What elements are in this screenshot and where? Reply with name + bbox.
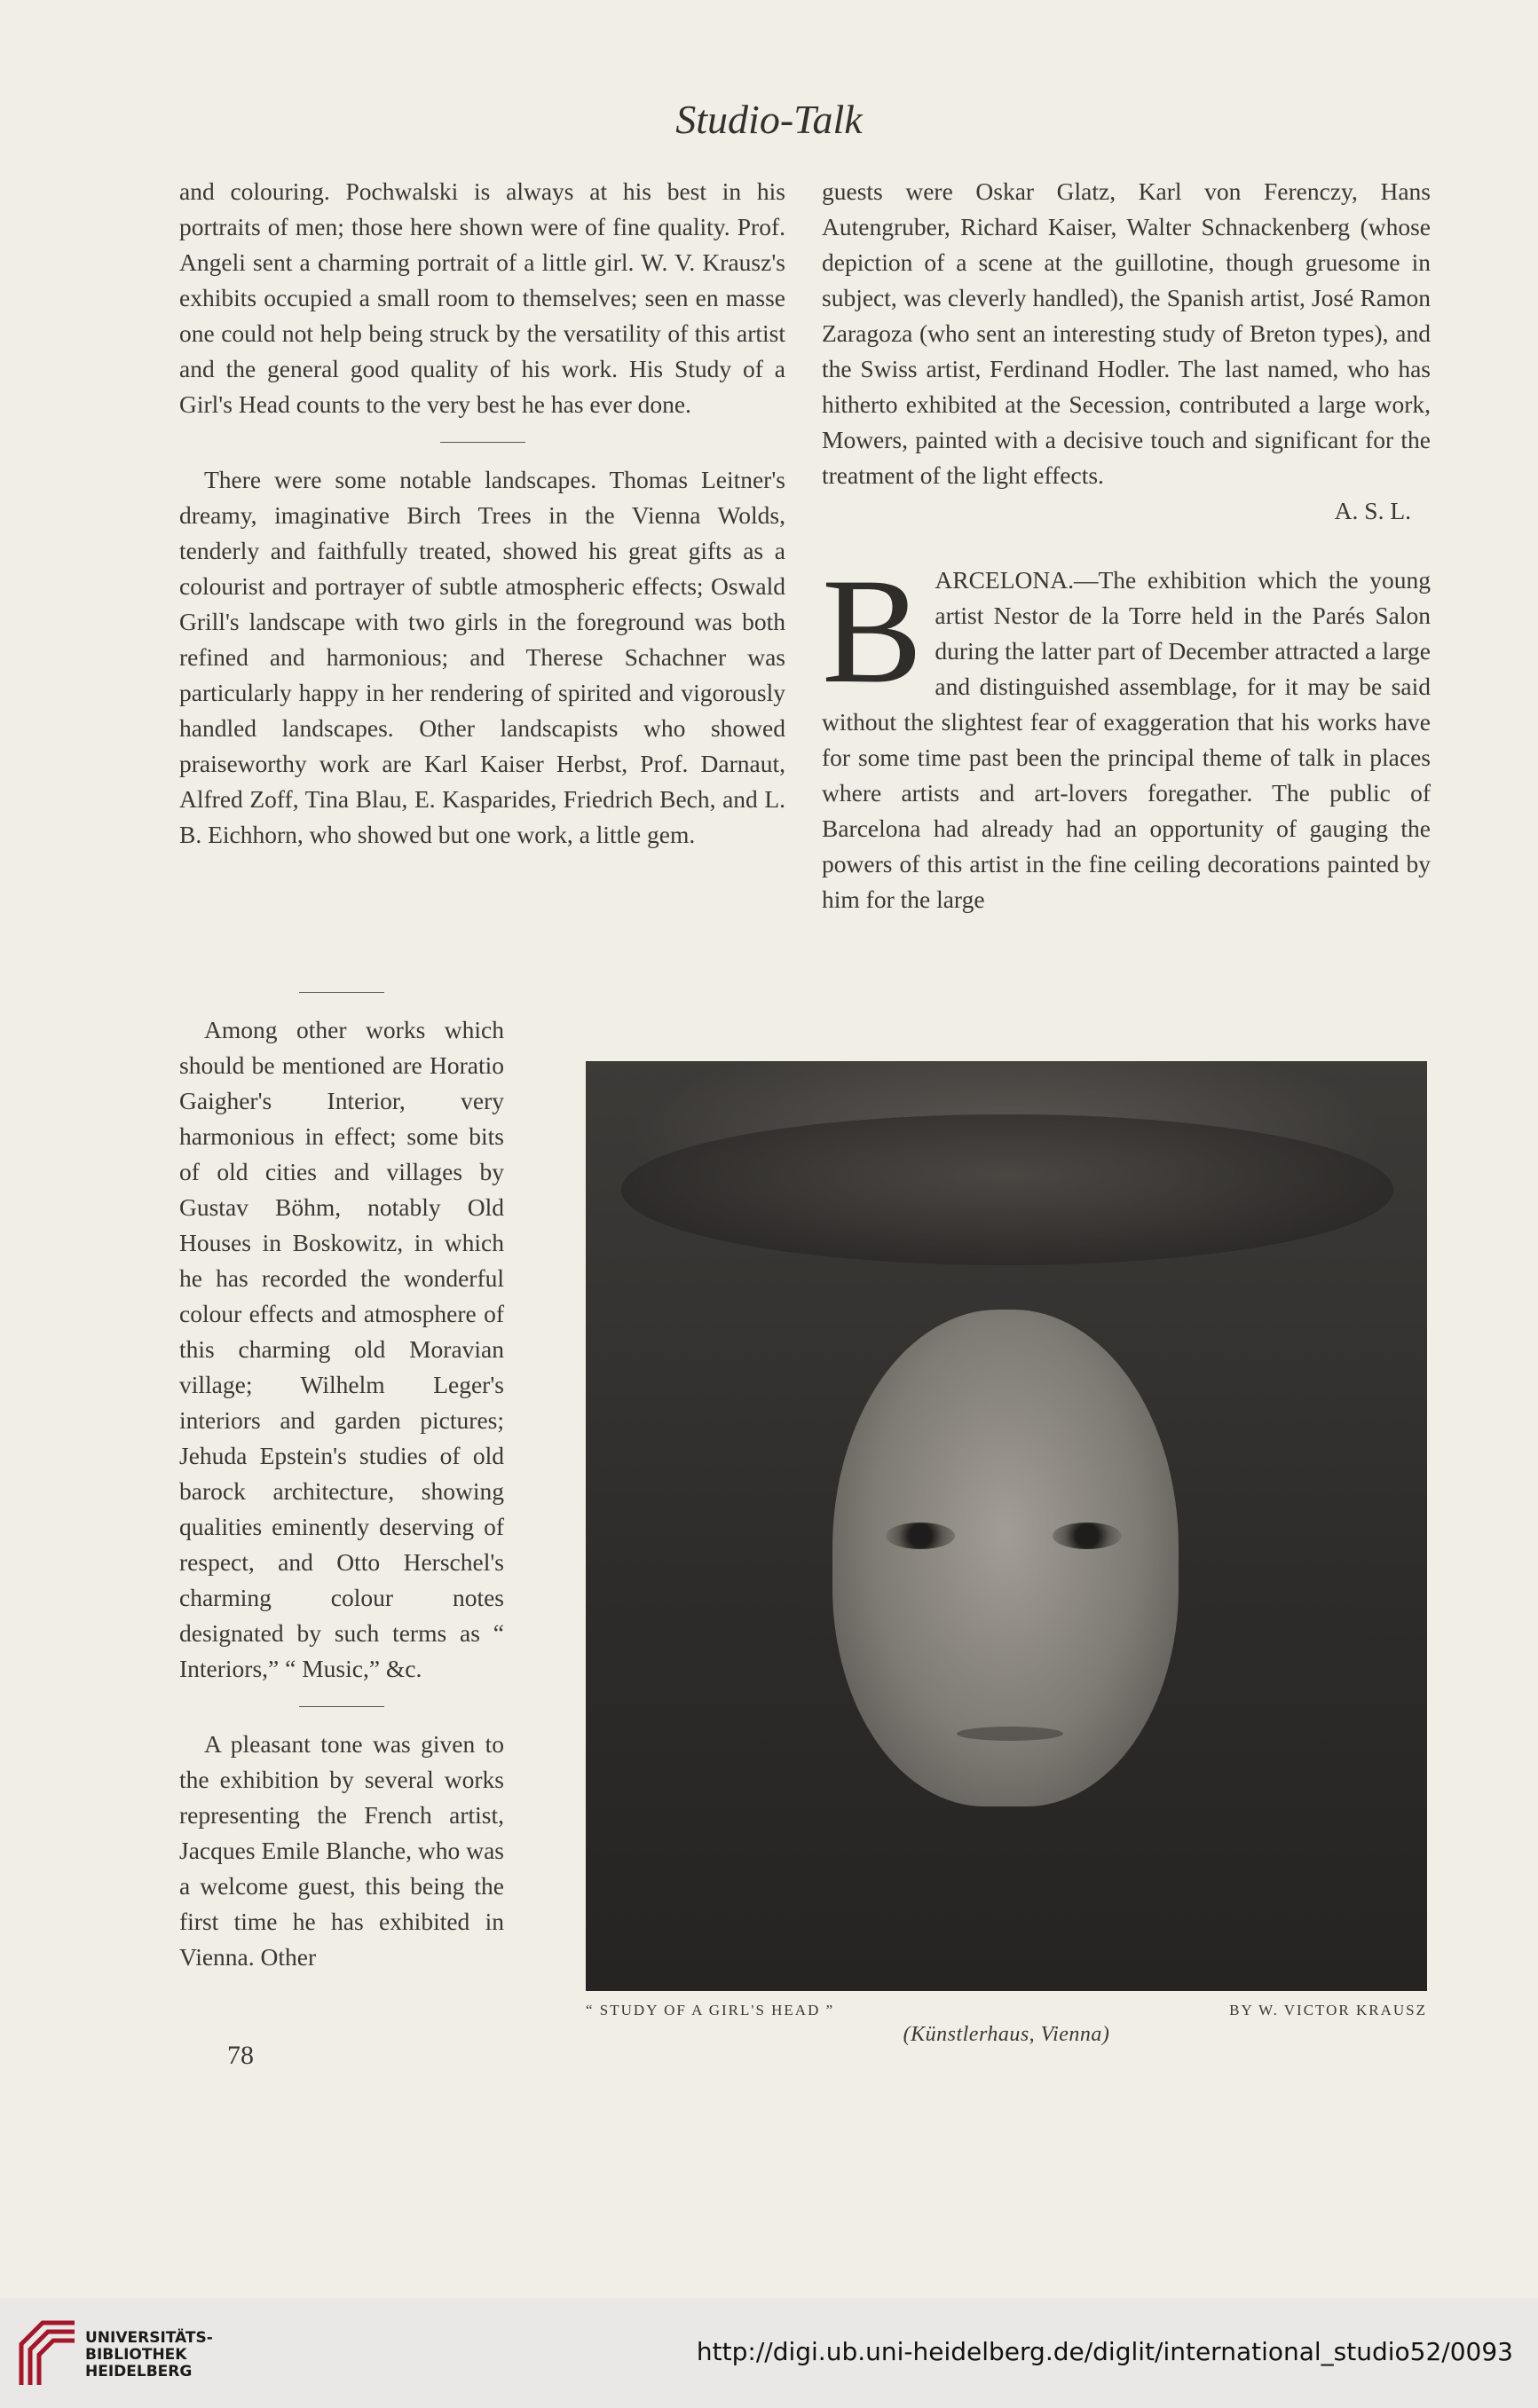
left-column-narrow — [179, 1016, 504, 1975]
drop-cap-letter: B — [822, 547, 923, 714]
source-url-link[interactable]: http://digi.ub.uni-heidelberg.de/diglit/international_studio52/0093 — [696, 2337, 1513, 2366]
caption-title: “ STUDY OF A GIRL'S HEAD ” — [586, 2002, 835, 2018]
section-divider — [440, 442, 525, 443]
paragraph-blanche: A pleasant tone was given to the exhibition by several works representing the French artist, Jacques Emile Blanche, who was a welcome guest, this being the first time he has exhibited in Vienna. Other — [179, 1730, 504, 1971]
face-shape — [832, 1310, 1179, 1806]
library-name: UNIVERSITÄTS- BIBLIOTHEK HEIDELBERG — [85, 2329, 213, 2380]
hat-shape — [621, 1114, 1393, 1265]
section-divider — [299, 1706, 384, 1707]
paragraph-guests: guests were Oskar Glatz, Karl von Ferenczy, Hans Autengruber, Richard Kaiser, Walter Schnackenberg (whose depiction of a scene at the guillotine, though gruesome in subject, was cleverly handled), the Spanish artist, José Ramon Zaragoza (who sent an interesting study of Breton types), and the Swiss artist, Ferdinand Hodler. The last named, who has hitherto exhibited at the Secession, contributed a large work, Mowers, painted with a decisive touch and significant for the treatment of the light effects. — [822, 177, 1431, 489]
author-signoff-row — [822, 493, 1431, 529]
running-title: Studio-Talk — [675, 97, 863, 142]
page-number: 78 — [227, 2041, 254, 2070]
portrait-photograph — [586, 1061, 1427, 1991]
caption-location: (Künstlerhaus, Vienna) — [903, 2023, 1110, 2046]
viewer-footer — [0, 2298, 1538, 2408]
right-column-top — [822, 174, 1431, 917]
paragraph-landscapes: There were some notable landscapes. Thomas Leitner's dreamy, imaginative Birch Trees in the Vienna Wolds, tenderly and faithfully treated, showed his great gifts as a colourist and portrayer of subtle atmospheric effects; Oswald Grill's landscape with two girls in the foreground was both refined and harmonious; and Therese Schachner was particularly happy in her rendering of spirited and vigorously handled landscapes. Other landscapists who showed praiseworthy work are Karl Kaiser Herbst, Prof. Darnaut, Alfred Zoff, Tina Blau, E. Kasparides, Friedrich Bech, and L. B. Eichhorn, who showed but one work, a little gem. — [179, 466, 785, 848]
figure-caption — [586, 2002, 1427, 2047]
left-column-top — [179, 174, 785, 853]
right-eye — [1053, 1523, 1122, 1549]
caption-artist: BY W. VICTOR KRAUSZ — [1229, 2002, 1427, 2018]
library-logo-icon — [16, 2318, 80, 2390]
paragraph-pochwalski: and colouring. Pochwalski is always at his best in his portraits of men; those here shown were of fine quality. Prof. Angeli sent a charming portrait of a little girl. W. V. Krausz's exhibits occupied a small room to themselves; seen en masse one could not help being struck by the versatility of this artist and the general good quality of his work. His Study of a Girl's Head counts to the very best he has ever done. — [179, 177, 785, 418]
paragraph-barcelona: ARCELONA.—The exhibition which the young artist Nestor de la Torre held in the Parés Salon during the latter part of December attracted a large and distinguished assemblage, for it may be said without the slightest fear of exaggeration that his works have for some time past been the principal theme of talk in places where artists and art-lovers foregather. The public of Barcelona had already had an opportunity of gauging the powers of this artist in the fine ceiling decorations painted by him for the large — [822, 566, 1431, 913]
barcelona-section — [822, 547, 1431, 917]
left-eye — [886, 1523, 955, 1549]
section-divider — [299, 992, 384, 993]
mouth — [957, 1727, 1063, 1741]
paragraph-other-works: Among other works which should be mentioned are Horatio Gaigher's Interior, very harmonious in effect; some bits of old cities and villages by Gustav Böhm, notably Old Houses in Boskowitz, in which he has recorded the wonderful colour effects and atmosphere of this charming old Moravian village; Wilhelm Leger's interiors and garden pictures; Jehuda Epstein's studies of old barock architecture, showing qualities eminently deserving of respect, and Otto Herschel's charming colour notes designated by such terms as “ Interiors,” “ Music,” &c. — [179, 1016, 504, 1682]
author-initials: A. S. L. — [1334, 497, 1411, 524]
